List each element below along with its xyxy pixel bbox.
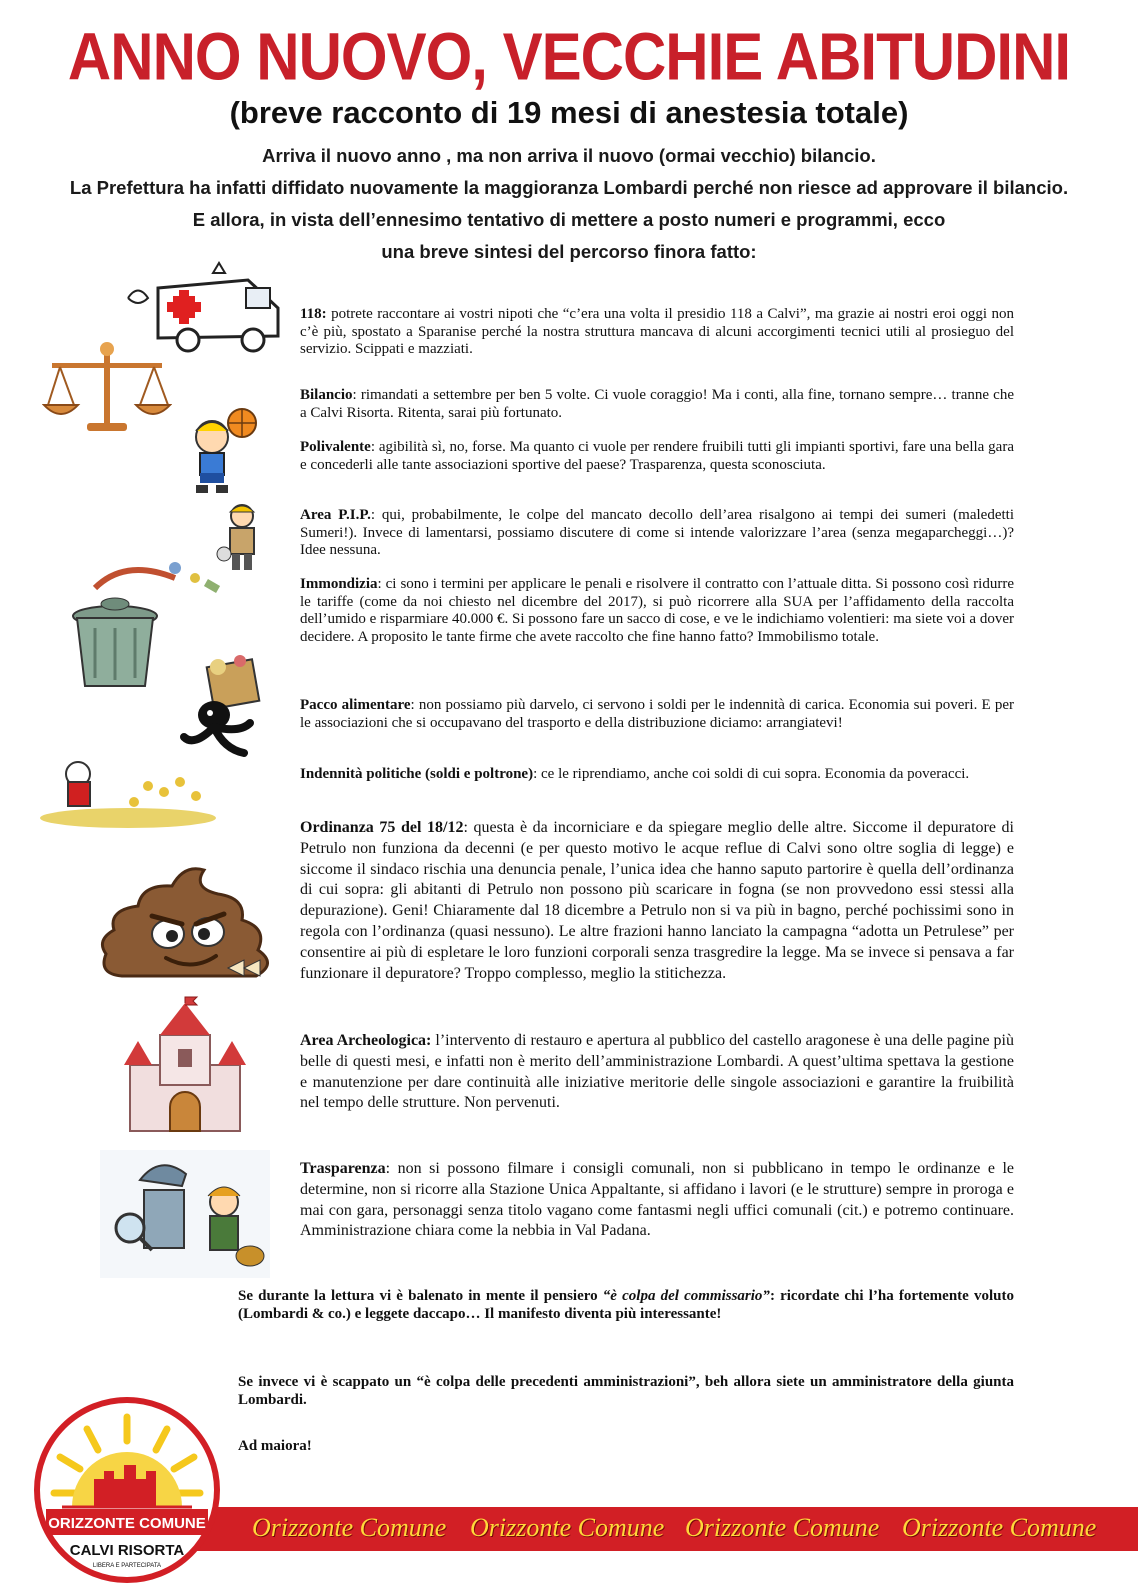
section-label: Indennità politiche (soldi e poltrone) <box>300 766 534 782</box>
intro-block <box>0 140 1138 268</box>
logo-top-text: ORIZZONTE COMUNE <box>48 1515 206 1532</box>
closing-paragraph-2 <box>238 1374 1014 1409</box>
intro-line: Arriva il nuovo anno , ma non arriva il nuovo (ormai vecchio) bilancio. <box>262 145 876 166</box>
section-label: Area Archeologica: <box>300 1032 432 1049</box>
section-label: Trasparenza <box>300 1160 386 1177</box>
section-text: : ci sono i termini per applicare le penali e risolvere il contratto con l’attuale ditta. Si possono così ridurre le tariffe (come da noi chiesto nel dicembre del 2017), si può ricorrere alla SUA per l’affidamento della raccolta dell’umido e risparmiare 40.000 €. Si possono fare un sacco di cose, e ve le indichiamo volentieri: ma siete voi a dover decidere. A proposito le tante firme che avete raccolto che fine hanno fatto? Immobilismo totale. <box>300 576 1014 645</box>
logo-small-text: LIBERA E PARTECIPATA <box>92 1563 162 1569</box>
section-indennita <box>300 766 1014 784</box>
section-text: : qui, probabilmente, le colpe del mancato decollo dell’area risalgono ai tempi dei sumeri (maledetti Sumeri!). Invece di lamentarsi, possiamo discutere di come si intende valorizzare l’area (senza megaparcheggi…)? Idee nessuna. <box>300 507 1014 559</box>
section-text: potrete raccontare ai vostri nipoti che “c’era una volta il presidio 118 a Calvi”, ma grazie ai nostri eroi oggi non c’è più, spostato a Sparanise perché la nostra struttura mancava di alcuni accorgimenti tecnici utili al prosieguo del servizio. Scippati e mazziati. <box>300 306 1014 358</box>
page-subtitle: (breve racconto di 19 mesi di anestesia totale) <box>229 95 909 130</box>
closing-text: : ricordate chi l’ha fortemente voluto (Lombardi & co.) e leggete daccapo… Il manifesto diventa più interessante! <box>238 1288 1014 1322</box>
section-label: Bilancio <box>300 387 353 403</box>
closing-paragraph-1 <box>238 1288 1014 1323</box>
intro-line: una breve sintesi del percorso finora fatto: <box>381 241 757 262</box>
logo-bottom-text: CALVI RISORTA <box>69 1542 185 1559</box>
section-text: l’intervento di restauro e apertura al pubblico del castello aragonese è una delle pagine più belle di questi mesi, e infatti non è merito dell’amministrazione Lombardi. A quest’ultima spettava la gestione e manutenzione per dare continuità alle iniziative meritorie delle singole associazioni e garantire la fruibilità nel tempo delle strutture. Non pervenuti. <box>300 1032 1014 1112</box>
section-immondizia <box>300 576 1014 646</box>
closing-text: Se durante la lettura vi è balenato in mente il pensiero <box>238 1288 603 1304</box>
section-118 <box>300 306 1014 359</box>
orizzonte-comune-logo <box>32 1395 222 1585</box>
detective-icon <box>100 1150 270 1278</box>
castle-icon <box>120 995 250 1135</box>
section-text: : questa è da incorniciare e da spiegare meglio delle altre. Siccome il depuratore di Petrulo non funziona da decenni (e per questo motivo le acque reflue di Calvi sono oltre soglia di legge) e siccome il sindaco rischia una denuncia penale, l’unica idea che hanno saputo partorire è quella dell’ordinanza di cui sopra: gli abitanti di Petrulo non possono più scaricare in fogna (se non provvedono essi stessi alla depurazione). Geni! Chiaramente dal 18 dicembre a Petrulo non si va più in bagno, perché pochissimi sono in regola con l’ordinanza (quasi nessuno). Le altre frazioni hanno lanciato la campagna “adotta un Petrulese” per consentire ai più di espletare le loro funzioni corporali senza trasgredire la legge. Ma se invece si pensava a far funzionare il depuratore? Troppo complesso, meglio la stitichezza. <box>300 819 1014 982</box>
section-label: Pacco alimentare <box>300 697 411 713</box>
section-label: Ordinanza 75 del 18/12 <box>300 819 464 836</box>
closing-paragraph-3 <box>238 1438 1014 1456</box>
closing-quote: “è colpa del commissario” <box>602 1288 770 1304</box>
footer-slogan: Orizzonte Comune <box>252 1513 447 1542</box>
section-text: : non si possono filmare i consigli comunali, non si pubblicano in tempo le ordinanze e le determine, non si ricorre alla Stazione Unica Appaltante, si affidano i lavori (e le strutture) sempre in proroga e mai con gara, personaggi senza titolo vagano come fantasmi negli uffici comunali (cit.) e potremo continuare. Amministrazione chiara come la nebbia in Val Padana. <box>300 1160 1014 1240</box>
scales-icon <box>42 335 172 445</box>
scrooge-money-icon <box>38 752 218 830</box>
section-area-pip <box>300 507 1014 560</box>
section-label: 118: <box>300 306 327 322</box>
section-label: Area P.I.P. <box>300 507 371 523</box>
section-bilancio <box>300 387 1014 422</box>
section-ordinanza <box>300 818 1014 984</box>
section-label: Immondizia <box>300 576 378 592</box>
basketball-boy-icon <box>182 405 262 497</box>
footer-slogan: Orizzonte Comune <box>470 1513 665 1542</box>
footer-slogan: Orizzonte Comune <box>685 1513 880 1542</box>
section-pacco-alimentare <box>300 697 1014 732</box>
section-text: : non possiamo più darvelo, ci servono i soldi per le indennità di carica. Economia sui poveri. E per le associazioni che si occupavano del trasporto e della distribuzione diciamo: arrangiatevi! <box>300 697 1014 731</box>
footer-slogan: Orizzonte Comune <box>902 1513 1097 1542</box>
closing-signoff: Ad maiora! <box>238 1438 312 1454</box>
section-area-archeologica <box>300 1031 1014 1114</box>
section-polivalente <box>300 439 1014 474</box>
poop-emoji-icon <box>92 858 292 988</box>
intro-line: E allora, in vista dell’ennesimo tentativo di mettere a posto numeri e programmi, ecco <box>192 209 946 230</box>
section-text: : rimandati a settembre per ben 5 volte. Ci vuole coraggio! Ma i conti, alla fine, tornano sempre… tranne che a Calvi Risorta. Ritenta, sarai più fortunato. <box>300 387 1014 421</box>
section-trasparenza <box>300 1159 1014 1242</box>
footer-band <box>150 1507 1138 1551</box>
section-text: : agibilità sì, no, forse. Ma quanto ci vuole per rendere fruibili tutti gli impianti sportivi, fare una bella gara e concederli alle tante associazioni sportive del paese? Trasparenza, questa sconosciuta. <box>300 439 1014 473</box>
section-text: : ce le riprendiamo, anche coi soldi di cui sopra. Economia da poveracci. <box>533 766 970 782</box>
closing-text: Se invece vi è scappato un “è colpa delle precedenti amministrazioni”, beh allora siete un amministratore della giunta Lombardi. <box>238 1374 1014 1408</box>
page-title: ANNO NUOVO, VECCHIE ABITUDINI <box>67 18 1071 95</box>
section-label: Polivalente <box>300 439 371 455</box>
intro-line: La Prefettura ha infatti diffidato nuovamente la maggioranza Lombardi perché non riesce ad approvare il bilancio. <box>69 177 1069 198</box>
